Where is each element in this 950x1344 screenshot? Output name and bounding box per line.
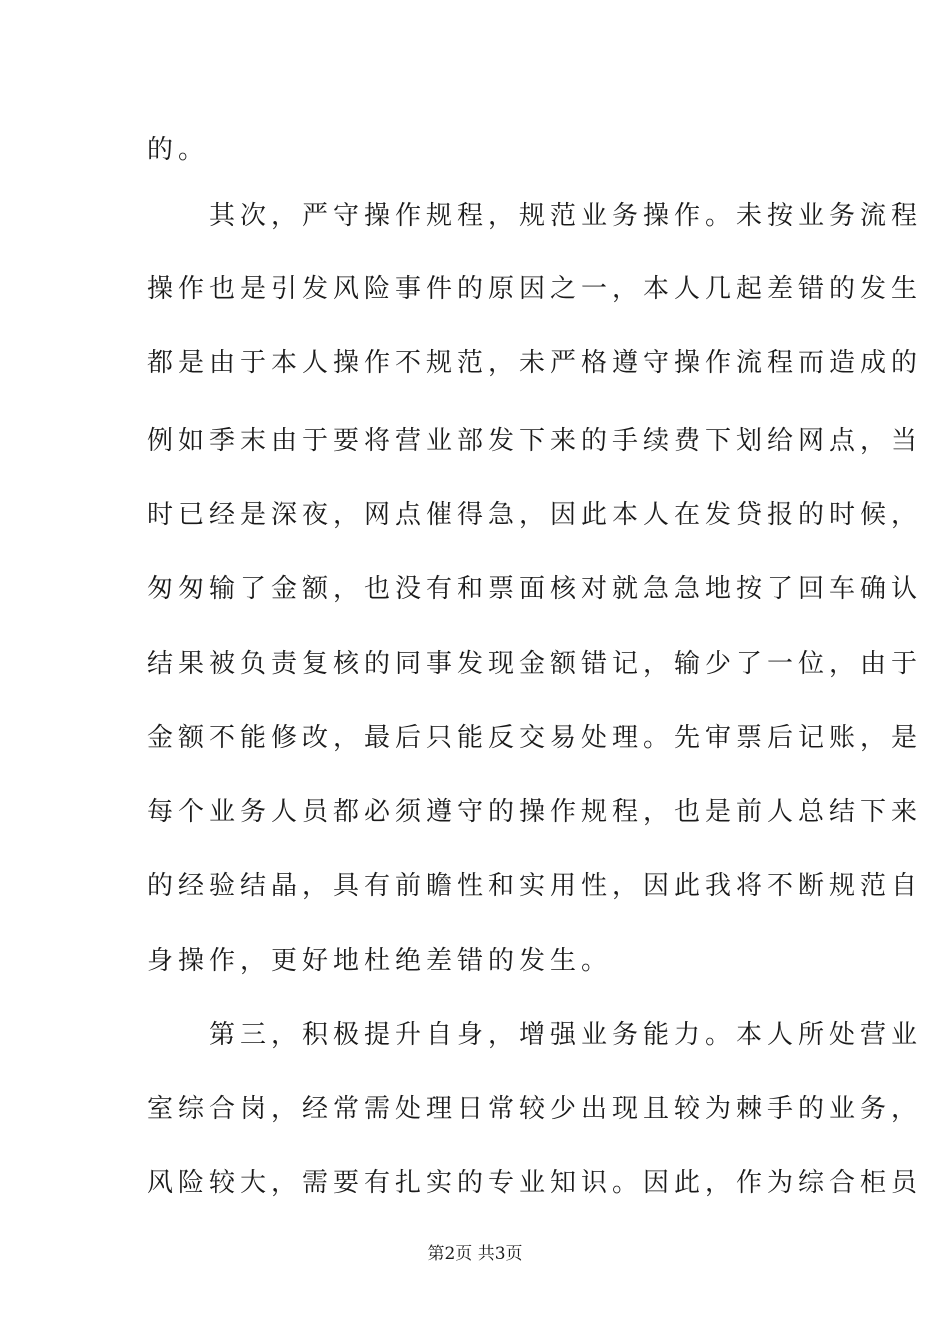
body-line-6: 时已经是深夜，网点催得急，因此本人在发贷报的时候，: [147, 500, 923, 530]
page-footer: 第2页 共3页: [427, 1244, 523, 1264]
body-line-14: 室综合岗，经常需处理日常较少出现且较为棘手的业务，: [147, 1094, 923, 1124]
body-line-13: 第三，积极提升自身，增强业务能力。本人所处营业: [147, 1020, 923, 1050]
body-line-15: 风险较大，需要有扎实的专业知识。因此，作为综合柜员: [147, 1168, 923, 1198]
body-line-11: 的经验结晶，具有前瞻性和实用性，因此我将不断规范自: [147, 871, 923, 901]
body-line-5: 例如季末由于要将营业部发下来的手续费下划给网点，当: [147, 426, 923, 456]
body-line-3: 操作也是引发风险事件的原因之一，本人几起差错的发生: [147, 274, 923, 304]
body-line-12: 身操作，更好地杜绝差错的发生。: [147, 946, 613, 976]
body-line-10: 每个业务人员都必须遵守的操作规程，也是前人总结下来: [147, 797, 923, 827]
body-line-9: 金额不能修改，最后只能反交易处理。先审票后记账，是: [147, 723, 923, 753]
body-line-7: 匆匆输了金额，也没有和票面核对就急急地按了回车确认: [147, 574, 923, 604]
body-line-1: 的。: [147, 135, 210, 165]
body-line-8: 结果被负责复核的同事发现金额错记，输少了一位，由于: [147, 649, 923, 679]
body-line-4: 都是由于本人操作不规范，未严格遵守操作流程而造成的: [147, 348, 923, 378]
body-line-2: 其次，严守操作规程，规范业务操作。未按业务流程: [147, 201, 923, 231]
